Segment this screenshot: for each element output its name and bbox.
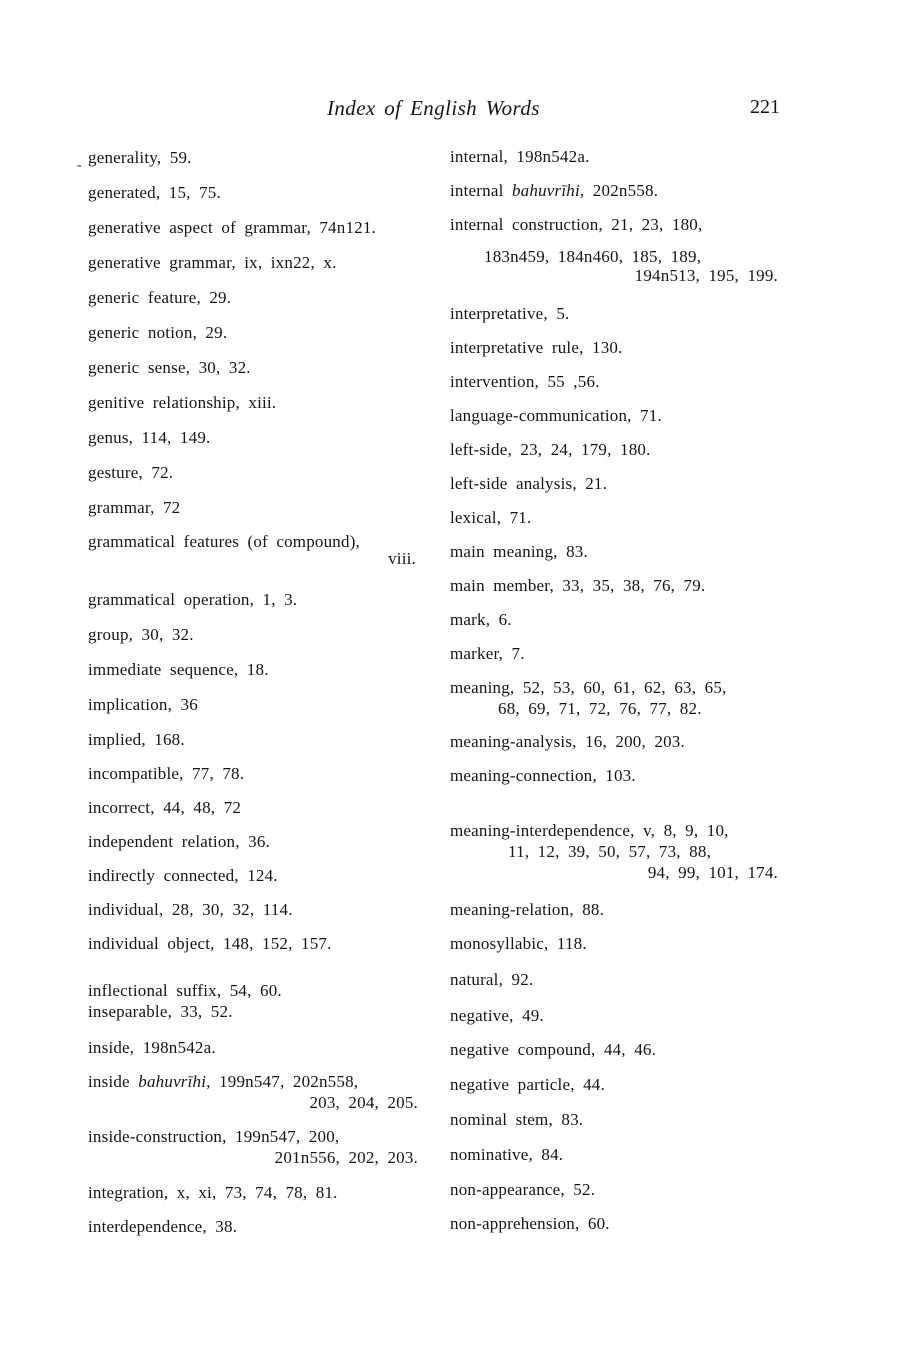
index-entry: lexical, 71. xyxy=(450,508,532,527)
index-entry: marker, 7. xyxy=(450,644,525,663)
entry-line: 11, 12, 39, 50, 57, 73, 88, xyxy=(508,842,712,861)
index-entry: negative particle, 44. xyxy=(450,1075,605,1094)
index-entry: negative, 49. xyxy=(450,1006,544,1025)
index-entry: meaning-relation, 88. xyxy=(450,900,605,919)
index-entry: genitive relationship, xiii. xyxy=(88,393,277,412)
entry-line: meaning, 52, 53, 60, 61, 62, 63, 65, xyxy=(450,678,727,697)
entry-text: 202n558. xyxy=(584,181,659,200)
index-entry: implied, 168. xyxy=(88,730,185,749)
entry-text: 199n547, 202n558, xyxy=(210,1072,359,1091)
sanskrit-term: bahuvrīhi, xyxy=(138,1072,211,1091)
index-entry: non-appearance, 52. xyxy=(450,1180,596,1199)
entry-line: 203, 204, 205. xyxy=(309,1093,418,1112)
index-entry: implication, 36 xyxy=(88,695,198,714)
entry-line xyxy=(88,1071,418,1092)
index-entry: main meaning, 83. xyxy=(450,542,588,561)
sanskrit-term: bahuvrīhi, xyxy=(511,181,585,200)
index-entry xyxy=(88,1071,418,1113)
index-entry: interpretative, 5. xyxy=(450,304,570,323)
index-entry: incorrect, 44, 48, 72 xyxy=(88,798,242,817)
index-entry: generated, 15, 75. xyxy=(88,183,221,202)
entry-line: 68, 69, 71, 72, 76, 77, 82. xyxy=(498,699,702,718)
entry-line: 94, 99, 101, 174. xyxy=(647,863,778,882)
index-entry: natural, 92. xyxy=(450,970,534,989)
index-entry: non-apprehension, 60. xyxy=(450,1214,610,1233)
index-entry: gesture, 72. xyxy=(88,463,174,482)
index-entry: left-side, 23, 24, 179, 180. xyxy=(450,440,651,459)
entry-line: 194n513, 195, 199. xyxy=(634,266,778,285)
index-entry: intervention, 55 ,56. xyxy=(450,372,600,391)
index-entry: generic feature, 29. xyxy=(88,288,232,307)
index-entry: meaning-analysis, 16, 200, 203. xyxy=(450,732,685,751)
index-entry: inseparable, 33, 52. xyxy=(88,1002,233,1021)
index-entry: mark, 6. xyxy=(450,610,512,629)
index-entry: interpretative rule, 130. xyxy=(450,338,623,357)
index-entry xyxy=(450,820,778,883)
index-entry: generative aspect of grammar, 74n121. xyxy=(88,218,377,237)
index-entry: generative grammar, ix, ixn22, x. xyxy=(88,253,337,272)
index-entry: negative compound, 44, 46. xyxy=(450,1040,657,1059)
index-entry: monosyllabic, 118. xyxy=(450,934,587,953)
index-entry: immediate sequence, 18. xyxy=(88,660,269,679)
entry-line: grammatical features (of compound), xyxy=(88,532,361,551)
page-number: 221 xyxy=(750,96,780,118)
index-entry: left-side analysis, 21. xyxy=(450,474,608,493)
index-entry: nominal stem, 83. xyxy=(450,1110,584,1129)
index-entry: generic notion, 29. xyxy=(88,323,228,342)
entry-line: 201n556, 202, 203. xyxy=(274,1148,418,1167)
page-header xyxy=(0,96,906,126)
entry-line: internal construction, 21, 23, 180, xyxy=(450,215,703,234)
index-entry: grammar, 72 xyxy=(88,498,181,517)
index-entry: interdependence, 38. xyxy=(88,1217,238,1236)
index-entry xyxy=(88,531,416,569)
index-entry: inflectional suffix, 54, 60. xyxy=(88,981,282,1000)
index-entry: incompatible, 77, 78. xyxy=(88,764,245,783)
entry-text: inside xyxy=(88,1072,139,1091)
entry-text: internal xyxy=(450,181,512,200)
index-entry: indirectly connected, 124. xyxy=(88,866,278,885)
index-entry: language-communication, 71. xyxy=(450,406,662,425)
entry-line: viii. xyxy=(388,549,416,568)
index-entry xyxy=(450,677,790,719)
entry-line: 183n459, 184n460, 185, 189, xyxy=(484,247,702,266)
index-entry: individual object, 148, 152, 157. xyxy=(88,934,332,953)
index-entry: grammatical operation, 1, 3. xyxy=(88,590,298,609)
index-entry: individual, 28, 30, 32, 114. xyxy=(88,900,293,919)
margin-dash-icon: - xyxy=(77,158,82,173)
index-entry: internal, 198n542a. xyxy=(450,147,590,166)
entry-line: meaning-interdependence, v, 8, 9, 10, xyxy=(450,821,729,840)
index-entry xyxy=(450,214,778,286)
index-entry: main member, 33, 35, 38, 76, 79. xyxy=(450,576,706,595)
index-entry xyxy=(450,180,658,201)
index-entry: inside, 198n542a. xyxy=(88,1038,216,1057)
index-entry: generality, 59. xyxy=(88,148,192,167)
index-entry: group, 30, 32. xyxy=(88,625,194,644)
index-entry: meaning-connection, 103. xyxy=(450,766,636,785)
index-entry xyxy=(88,1126,418,1168)
running-title: Index of English Words xyxy=(327,96,540,120)
index-entry: nominative, 84. xyxy=(450,1145,564,1164)
index-entry: generic sense, 30, 32. xyxy=(88,358,251,377)
entry-line: inside-construction, 199n547, 200, xyxy=(88,1127,340,1146)
index-entry: genus, 114, 149. xyxy=(88,428,211,447)
index-entry: independent relation, 36. xyxy=(88,832,271,851)
index-entry: integration, x, xi, 73, 74, 78, 81. xyxy=(88,1183,338,1202)
